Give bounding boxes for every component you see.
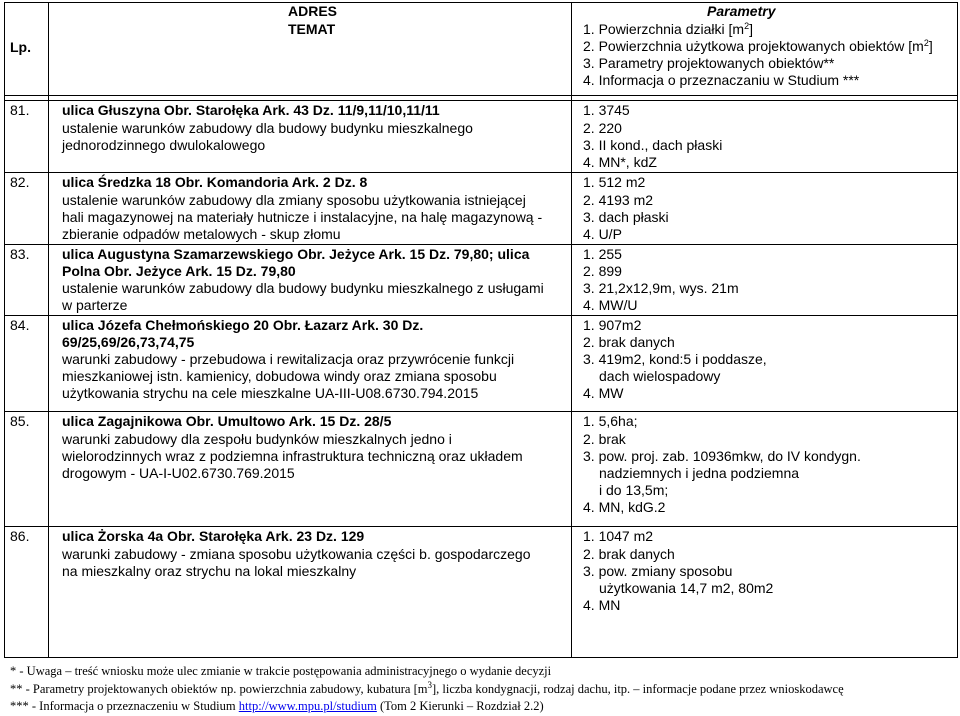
footnote-3: *** - Informacja o przeznaczeniu w Studium http://www.mpu.pl/studium (Tom 2 Kierunki – Rozdział 2.2) — [10, 699, 544, 713]
row-topic: ustalenie warunków zabudowy dla budowy budynku mieszkalnego z usługami — [62, 280, 544, 296]
row-separator — [4, 244, 958, 245]
row-address: ulica Zagajnikowa Obr. Umultowo Ark. 15 Dz. 28/5 — [62, 413, 392, 429]
row-param: 4. U/P — [583, 226, 622, 242]
row-topic: zbieranie odpadów metalowych - skup złomu — [62, 226, 341, 242]
row-topic: użytkowania strychu na cele mieszkalne UA-III-U08.6730.794.2015 — [62, 385, 479, 401]
row-separator — [4, 411, 958, 412]
row-param: 1. 1047 m2 — [583, 528, 654, 544]
row-param: 1. 5,6ha; — [583, 413, 638, 429]
header-parametry: Parametry — [707, 3, 776, 19]
row-param: 3. 21,2x12,9m, wys. 21m — [583, 280, 739, 296]
header-param-2: 2. Powierzchnia użytkowa projektowanych obiektów $[m^2]$ — [583, 38, 933, 54]
row-address: ulica Augustyna Szamarzewskiego Obr. Jeżyce Ark. 15 Dz. 79,80; ulica — [62, 246, 530, 262]
header-separator-2 — [4, 100, 958, 101]
footnote-2: ** - Parametry projektowanych obiektów np. powierzchnia zabudowy, kubatura $[m^3]$, liczba kondygnacji, rodzaj dachu, itp. – informacje podane przez wnioskodawcę — [10, 680, 844, 696]
header-param-4: 4. Informacja o przeznaczaniu w Studium *** — [583, 72, 860, 88]
row-param: 4. MN — [583, 597, 621, 613]
row-param: 2. brak danych — [583, 546, 675, 562]
row-topic: warunki zabudowy dla zespołu budynków mieszkalnych jedno i — [62, 431, 452, 447]
row-param: 1. 3745 — [583, 102, 630, 118]
row-number: 84. — [10, 317, 30, 333]
row-topic: jednorodzinnego dwulokalowego — [62, 137, 266, 153]
header-param-1: 1. Powierzchnia działki $[m^2]$ — [583, 21, 753, 37]
header-adres: ADRES — [288, 3, 338, 19]
studium-link[interactable]: http://www.mpu.pl/studium — [238, 699, 377, 713]
top-border — [4, 2, 958, 3]
bottom-border — [4, 657, 958, 658]
row-param: 3. 419m2, kond:5 i poddasze, — [583, 351, 767, 367]
row-param: dach wielospadowy — [599, 368, 721, 384]
row-param: 3. pow. proj. zab. 10936mkw, do IV kondygn. — [583, 448, 861, 464]
row-number: 83. — [10, 246, 30, 262]
row-param: 2. 4193 m2 — [583, 192, 654, 208]
row-param: 2. 899 — [583, 263, 622, 279]
row-address: ulica Głuszyna Obr. Starołęka Ark. 43 Dz. 11/9,11/10,11/11 — [62, 102, 440, 118]
row-param: 2. 220 — [583, 120, 622, 136]
row-separator — [4, 315, 958, 316]
row-address: Polna Obr. Jeżyce Ark. 15 Dz. 79,80 — [62, 263, 296, 279]
row-topic: drogowym - UA-I-U02.6730.769.2015 — [62, 465, 295, 481]
row-topic: ustalenie warunków zabudowy dla budowy budynku mieszkalnego — [62, 120, 473, 136]
row-separator — [4, 526, 958, 527]
row-param: nadziemnych i jedna podziemna — [599, 465, 800, 481]
row-param: 4. MW/U — [583, 297, 638, 313]
row-address: ulica Józefa Chełmońskiego 20 Obr. Łazarz Ark. 30 Dz. — [62, 317, 424, 333]
row-topic: wielorodzinnych wraz z podziemna infrastruktura techniczną oraz układem — [62, 448, 523, 464]
row-param: 2. brak danych — [583, 334, 675, 350]
row-param: 3. pow. zmiany sposobu — [583, 563, 733, 579]
row-address: 69/25,69/26,73,74,75 — [62, 334, 195, 350]
row-topic: w parterze — [62, 297, 128, 313]
left-border — [4, 2, 5, 658]
row-param: 3. II kond., dach płaski — [583, 137, 723, 153]
row-address: ulica Średzka 18 Obr. Komandoria Ark. 2 Dz. 8 — [62, 174, 368, 190]
row-number: 82. — [10, 174, 30, 190]
row-param: i do 13,5m; — [599, 482, 669, 498]
row-param: 4. MW — [583, 385, 624, 401]
row-param: 1. 255 — [583, 246, 622, 262]
row-topic: hali magazynowej na materiały hutnicze i instalacyjne, na halę magazynową - — [62, 209, 543, 225]
footnote-1: * - Uwaga – treść wniosku może ulec zmianie w trakcie postępowania administracyjnego o wydanie decyzji — [10, 664, 552, 678]
row-param: 4. MN*, kdZ — [583, 154, 657, 170]
row-topic: warunki zabudowy - zmiana sposobu użytkowania części b. gospodarczego — [62, 546, 531, 562]
row-topic: mieszkaniowej istn. kamienicy, dobudowa windy oraz zmiana sposobu — [62, 368, 497, 384]
header-param-3: 3. Parametry projektowanych obiektów** — [583, 55, 835, 71]
row-number: 86. — [10, 528, 30, 544]
row-separator — [4, 172, 958, 173]
header-separator — [4, 95, 958, 96]
col-divider-lp — [48, 2, 49, 658]
row-number: 81. — [10, 102, 30, 118]
row-param: 4. MN, kdG.2 — [583, 499, 666, 515]
right-border — [957, 2, 958, 658]
row-topic: na mieszkalny oraz strychu na lokal mieszkalny — [62, 563, 357, 579]
row-param: 3. dach płaski — [583, 209, 669, 225]
row-topic: warunki zabudowy - przebudowa i rewitalizacja oraz przywrócenie funkcji — [62, 351, 515, 367]
row-number: 85. — [10, 413, 30, 429]
header-temat: TEMAT — [288, 21, 336, 37]
row-param: użytkowania 14,7 m2, 80m2 — [599, 580, 774, 596]
row-topic: ustalenie warunków zabudowy dla zmiany sposobu użytkowania istniejącej — [62, 192, 526, 208]
header-lp: Lp. — [10, 39, 31, 55]
row-address: ulica Żorska 4a Obr. Starołęka Ark. 23 Dz. 129 — [62, 528, 365, 544]
row-param: 1. 512 m2 — [583, 174, 646, 190]
col-divider-params — [571, 2, 572, 658]
row-param: 2. brak — [583, 431, 626, 447]
row-param: 1. 907m2 — [583, 317, 642, 333]
